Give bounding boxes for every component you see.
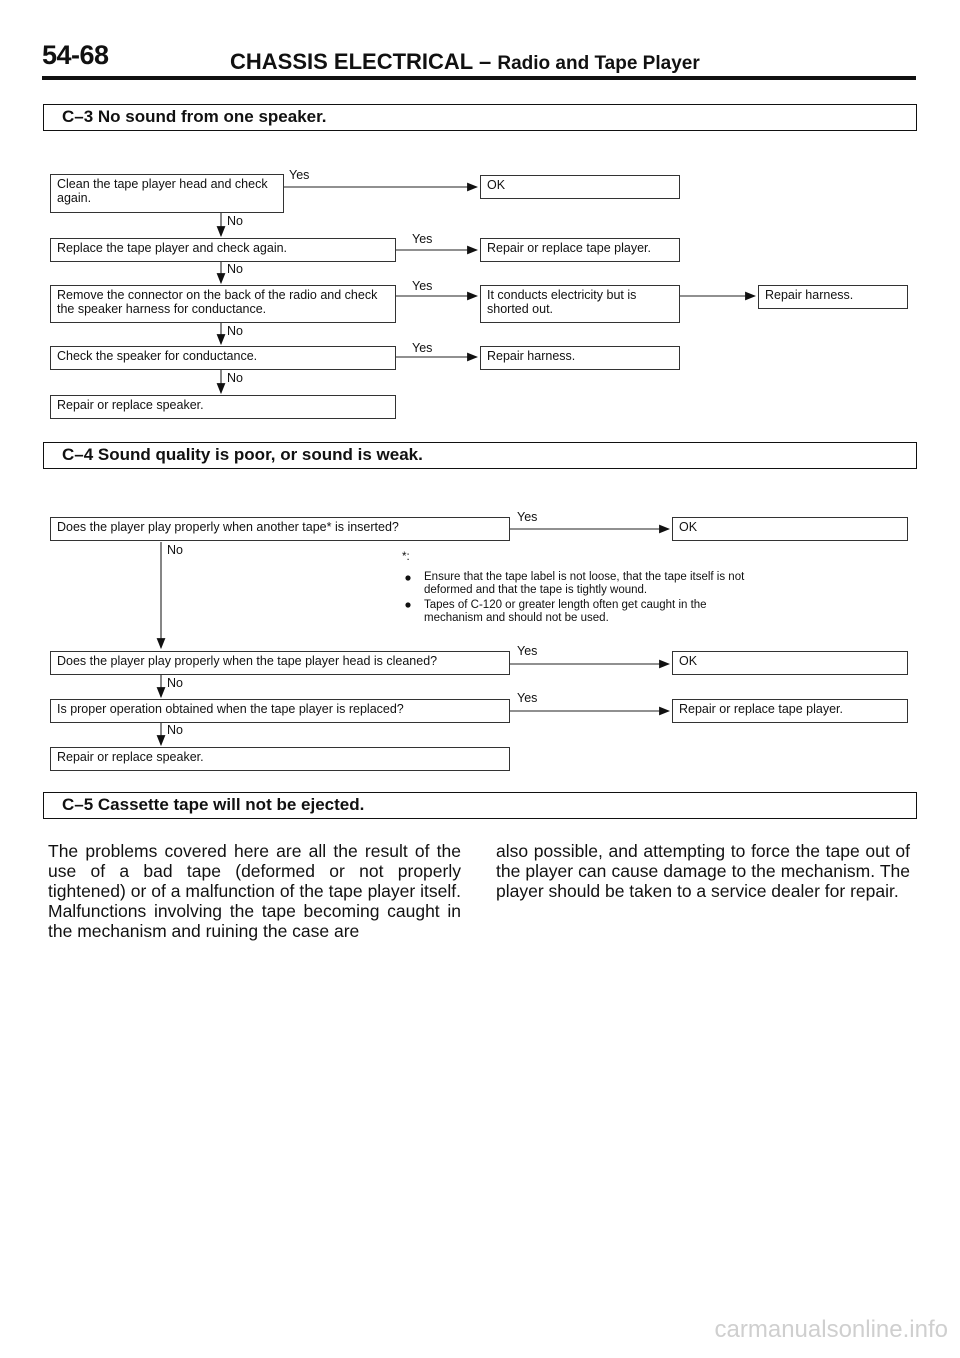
- yes-label: Yes: [517, 510, 538, 524]
- yes-label: Yes: [517, 691, 538, 705]
- no-label: No: [167, 723, 183, 737]
- no-label: No: [167, 676, 183, 690]
- no-label: No: [227, 371, 243, 385]
- no-label: No: [227, 214, 243, 228]
- c3-step-replace-player: Replace the tape player and check again.: [50, 238, 396, 262]
- c3-result-ok: OK: [480, 175, 680, 199]
- c4-step-player-replaced: Is proper operation obtained when the tape player is replaced?: [50, 699, 510, 723]
- note-item: Ensure that the tape label is not loose, that the tape itself is not deformed and that the tape is tightly wound.: [424, 571, 745, 596]
- c3-result-repair-harness-2: Repair harness.: [758, 285, 908, 309]
- yes-label: Yes: [517, 644, 538, 658]
- no-label: No: [227, 324, 243, 338]
- c4-step-head-cleaned: Does the player play properly when the tape player head is cleaned?: [50, 651, 510, 675]
- c4-result-ok-2: OK: [672, 651, 908, 675]
- watermark: carmanualsonline.info: [714, 1316, 948, 1343]
- c5-text-left: The problems covered here are all the result of the use of a bad tape (deformed or not properly tightened) or of a malfunction of the tape player itself. Malfunctions involving the tape becoming caught in the mechanism and ruining the case are: [48, 841, 461, 941]
- c4-step-another-tape: Does the player play properly when another tape* is inserted?: [50, 517, 510, 541]
- c4-result-replace-player: Repair or replace tape player.: [672, 699, 908, 723]
- note-marker: *:: [402, 551, 410, 563]
- c3-result-shorted: It conducts electricity but is shorted out.: [480, 285, 680, 323]
- note-item: Tapes of C-120 or greater length often get caught in the mechanism and should not be used.: [424, 599, 707, 624]
- c3-step-clean-head: Clean the tape player head and check again.: [50, 174, 284, 213]
- yes-label: Yes: [412, 341, 433, 355]
- yes-label: Yes: [289, 168, 310, 182]
- page-title: [230, 49, 700, 75]
- title-separator: –: [478, 49, 492, 74]
- no-label: No: [227, 262, 243, 276]
- c3-result-repair-harness: Repair harness.: [480, 346, 680, 370]
- c3-result-replace-player: Repair or replace tape player.: [480, 238, 680, 262]
- section-heading-c4: C–4 Sound quality is poor, or sound is weak.: [43, 442, 917, 469]
- section-heading-c3: C–3 No sound from one speaker.: [43, 104, 917, 131]
- page-number: 54-68: [42, 40, 109, 70]
- c5-text-right: also possible, and attempting to force the tape out of the player can cause damage to the mechanism. The player should be taken to a service dealer for repair.: [496, 841, 910, 901]
- no-label: No: [167, 543, 183, 557]
- c3-step-check-harness: Remove the connector on the back of the radio and check the speaker harness for conductance.: [50, 285, 396, 323]
- c3-step-repair-speaker: Repair or replace speaker.: [50, 395, 396, 419]
- section-title: Radio and Tape Player: [497, 53, 700, 74]
- section-heading-c5: C–5 Cassette tape will not be ejected.: [43, 792, 917, 819]
- c4-result-ok: OK: [672, 517, 908, 541]
- chapter-title: CHASSIS ELECTRICAL: [230, 49, 473, 74]
- c4-step-repair-speaker: Repair or replace speaker.: [50, 747, 510, 771]
- c3-step-check-speaker: Check the speaker for conductance.: [50, 346, 396, 370]
- yes-label: Yes: [412, 279, 433, 293]
- yes-label: Yes: [412, 232, 433, 246]
- header-rule: [42, 76, 916, 80]
